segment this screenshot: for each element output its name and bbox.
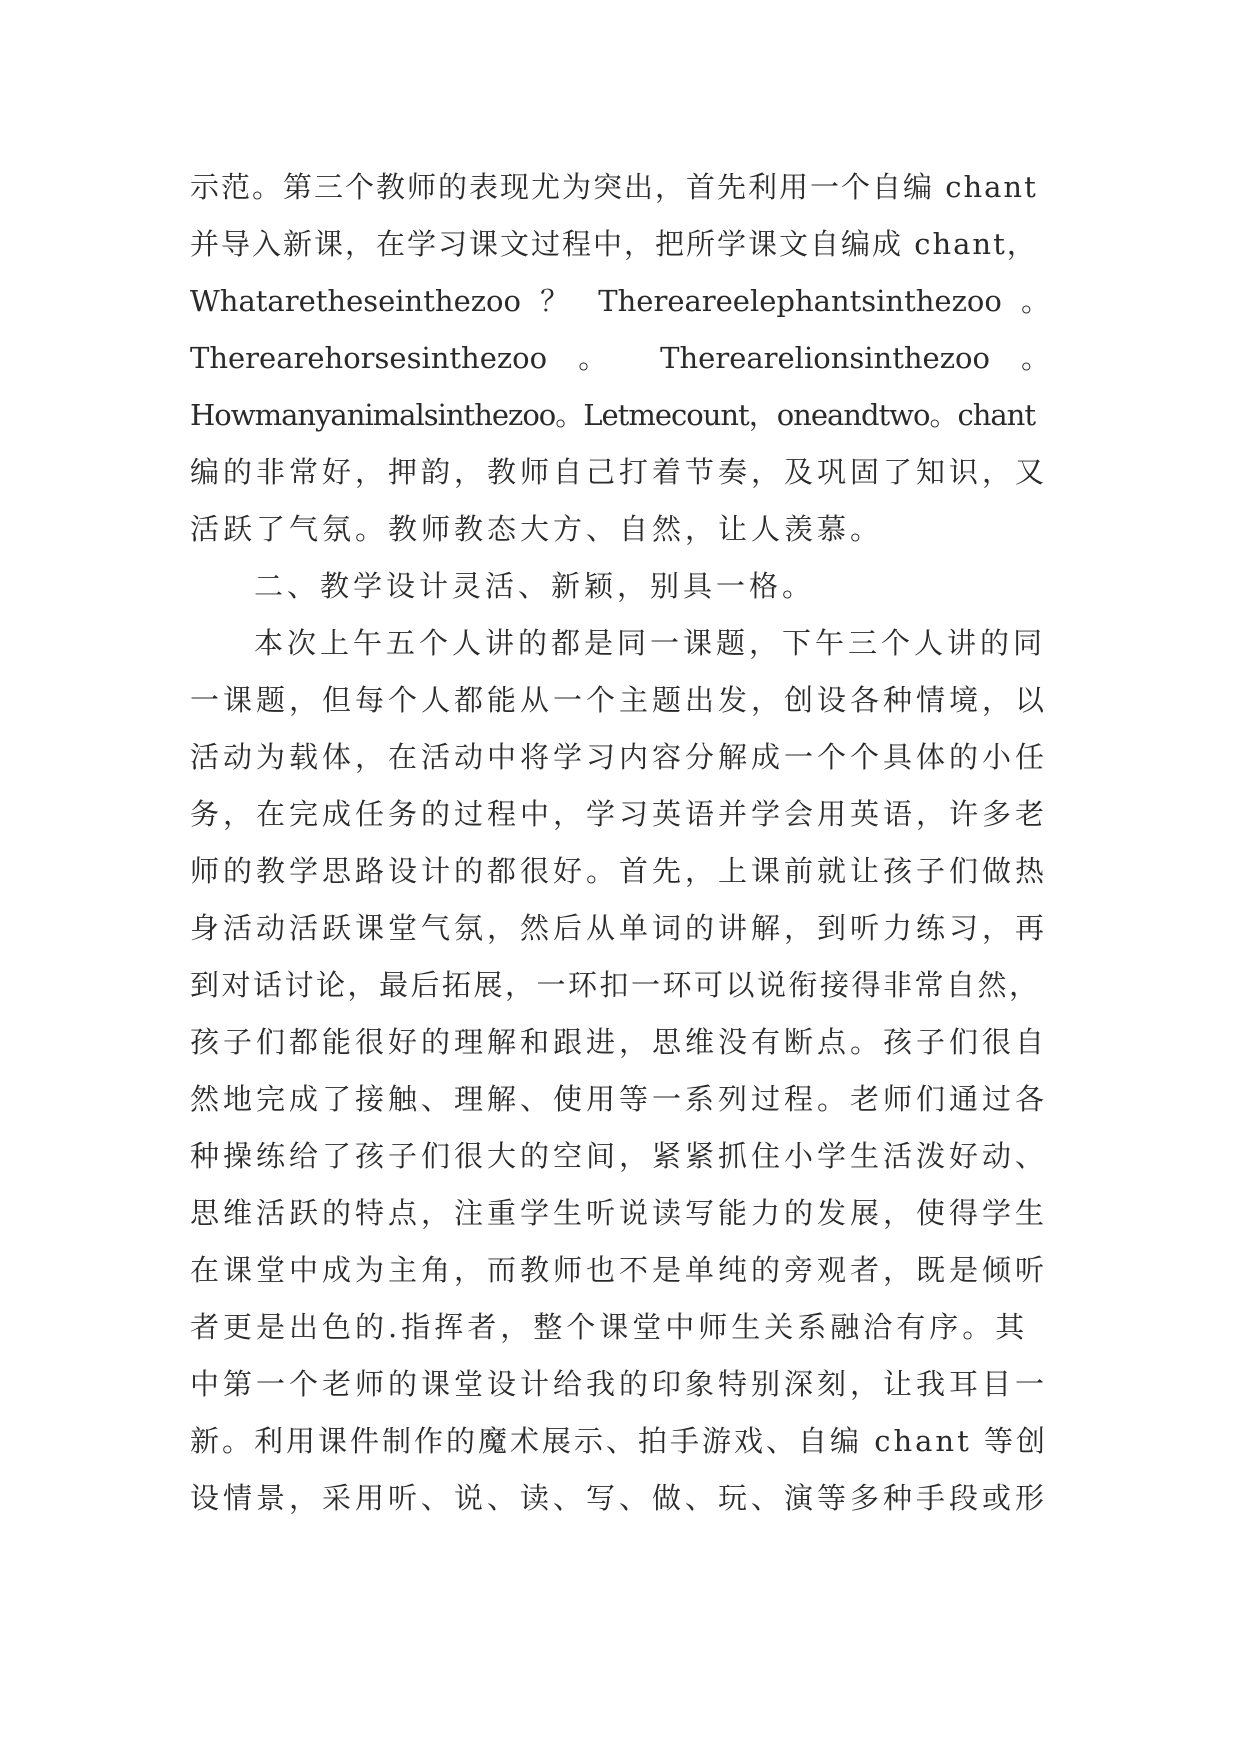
text-line: 中第一个老师的课堂设计给我的印象特别深刻，让我耳目一 <box>190 1367 1049 1401</box>
text-line: 种操练给了孩子们很大的空间，紧紧抓住小学生活泼好动、 <box>190 1139 1049 1173</box>
paragraph-start: 本次上午五个人讲的都是同一课题，下午三个人讲的同 <box>254 626 1047 660</box>
text-line: 到对话讨论，最后拓展，一环扣一环可以说衔接得非常自然， <box>190 968 1041 1002</box>
text-line: 活跃了气氛。教师教态大方、自然，让人羡慕。 <box>190 512 884 546</box>
text-line: 然地完成了接触、理解、使用等一系列过程。老师们通过各 <box>190 1082 1049 1116</box>
text-line: 者更是出色的.指挥者，整个课堂中师生关系融洽有序。其 <box>190 1310 1029 1344</box>
text-line: Whataretheseinthezoo ？ Thereareelephantsinthezoo 。 <box>190 284 1050 318</box>
text-line: Howmanyanimalsinthezoo。Letmecount，oneandtwo。chant <box>190 398 1036 432</box>
text-line: 在课堂中成为主角，而教师也不是单纯的旁观者，既是倾听 <box>190 1253 1049 1287</box>
text-line: 设情景，采用听、说、读、写、做、玩、演等多种手段或形 <box>190 1481 1049 1515</box>
text-line: 示范。第三个教师的表现尤为突出，首先利用一个自编 chant <box>190 170 1038 204</box>
text-line: 身活动活跃课堂气氛，然后从单词的讲解，到听力练习，再 <box>190 911 1049 945</box>
text-line: 一课题，但每个人都能从一个主题出发，创设各种情境，以 <box>190 683 1049 717</box>
text-line: 思维活跃的特点，注重学生听说读写能力的发展，使得学生 <box>190 1196 1049 1230</box>
text-line: 新。利用课件制作的魔术展示、拍手游戏、自编 chant 等创 <box>190 1424 1048 1458</box>
text-line: 务，在完成任务的过程中，学习英语并学会用英语，许多老 <box>190 797 1049 831</box>
text-line: 编的非常好，押韵，教师自己打着节奏，及巩固了知识，又 <box>190 455 1049 489</box>
text-line: Therearehorsesinthezoo 。 Therearelionsinthezoo 。 <box>190 341 1050 375</box>
text-line: 孩子们都能很好的理解和跟进，思维没有断点。孩子们很自 <box>190 1025 1049 1059</box>
text-line: 活动为载体，在活动中将学习内容分解成一个个具体的小任 <box>190 740 1049 774</box>
text-line: 师的教学思路设计的都很好。首先，上课前就让孩子们做热 <box>190 854 1049 888</box>
section-heading: 二、教学设计灵活、新颖，别具一格。 <box>254 569 816 603</box>
text-line: 并导入新课，在学习课文过程中，把所学课文自编成 chant， <box>190 227 1038 261</box>
